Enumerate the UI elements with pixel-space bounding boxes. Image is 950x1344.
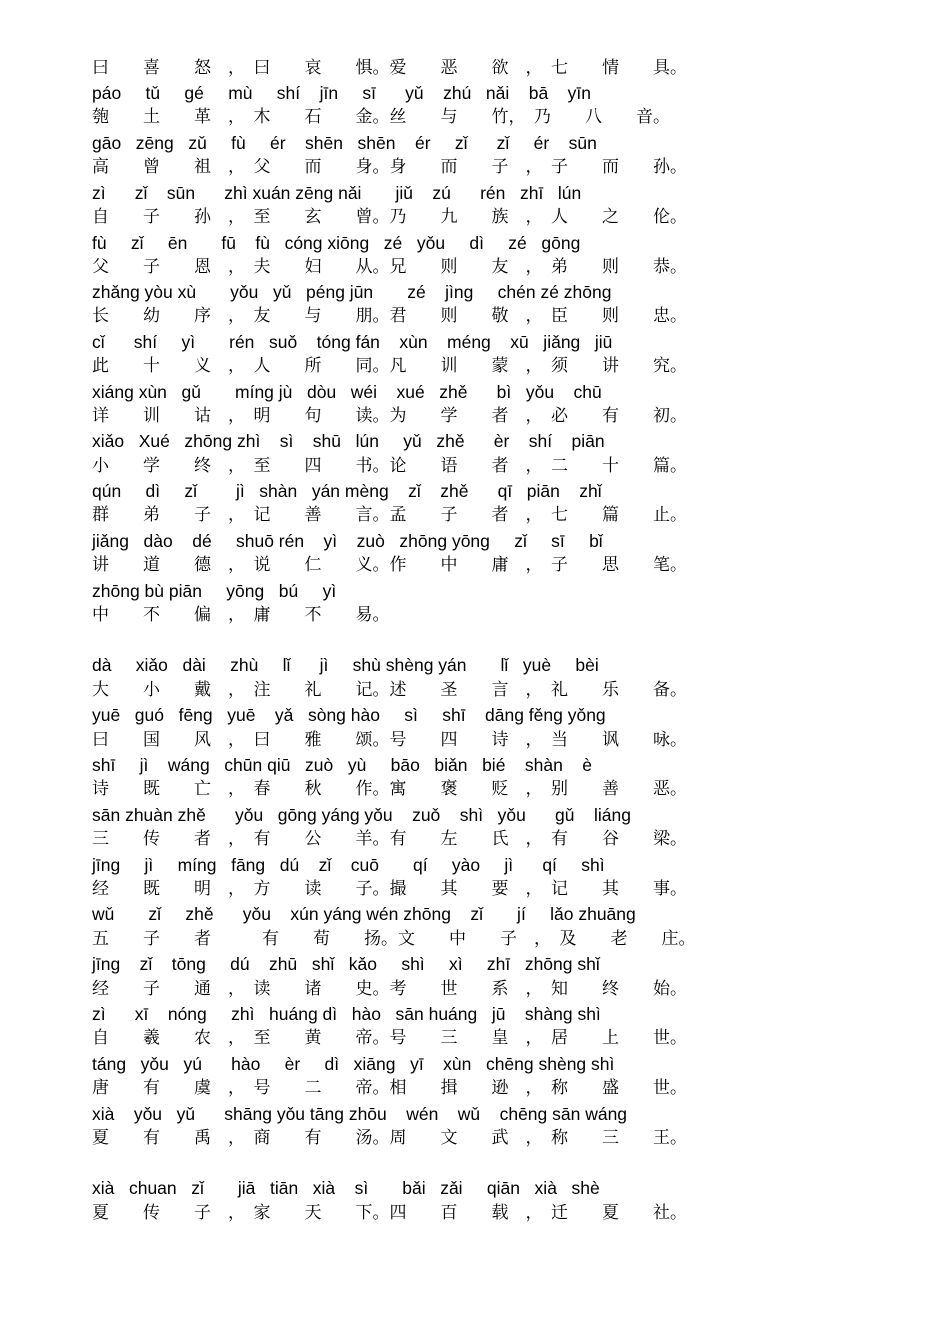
hanzi-line: 此 十 义 ， 人 所 同。凡 训 蒙 ， 须 讲 究。 [92, 356, 687, 376]
hanzi-line: 五 子 者 有 荀 扬。文 中 子 ， 及 老 庄。 [92, 929, 696, 949]
pinyin-line: shī jì wáng chūn qiū zuò yù bāo biǎn bié shàn è [92, 755, 593, 775]
pinyin-line: zhǎng yòu xù yǒu yǔ péng jūn zé jìng chén zé zhōng [92, 282, 612, 302]
hanzi-line: 曰 国 风 ， 曰 雅 颂。号 四 诗 ， 当 讽 咏。 [92, 730, 687, 750]
hanzi-line: 高 曾 祖 ， 父 而 身。身 而 子 ， 子 而 孙。 [92, 157, 687, 177]
pinyin-line: xiáng xùn gǔ míng jù dòu wéi xué zhě bì yǒu chū [92, 382, 602, 402]
pinyin-line: yuē guó fēng yuē yǎ sòng hào sì shī dāng fěng yǒng [92, 705, 606, 725]
pinyin-line: jiǎng dào dé shuō rén yì zuò zhōng yōng zǐ sī bǐ [92, 531, 603, 551]
hanzi-line: 匏 土 革 ， 木 石 金。丝 与 竹， 乃 八 音。 [92, 107, 670, 127]
hanzi-line: 夏 有 禹 ， 商 有 汤。周 文 武 ， 称 三 王。 [92, 1128, 687, 1148]
pinyin-line: xiǎo Xué zhōng zhì sì shū lún yǔ zhě èr shí piān [92, 431, 605, 451]
pinyin-line: fù zǐ ēn fū fù cóng xiōng zé yǒu dì zé gōng [92, 233, 581, 253]
hanzi-line: 经 既 明 ， 方 读 子。撮 其 要 ， 记 其 事。 [92, 879, 687, 899]
pinyin-line: páo tǔ gé mù shí jīn sī yǔ zhú nǎi bā yīn [92, 83, 591, 103]
pinyin-line: táng yǒu yú hào èr dì xiāng yī xùn chēng shèng shì [92, 1054, 615, 1074]
hanzi-line: 夏 传 子 ， 家 天 下。四 百 载 ， 迁 夏 社。 [92, 1203, 687, 1223]
pinyin-line: cǐ shí yì rén suǒ tóng fán xùn méng xū jiǎng jiū [92, 332, 613, 352]
hanzi-line: 父 子 恩 ， 夫 妇 从。兄 则 友 ， 弟 则 恭。 [92, 257, 687, 277]
pinyin-line: zhōng bù piān yōng bú yì [92, 581, 337, 601]
pinyin-line: zì xī nóng zhì huáng dì hào sān huáng jū shàng shì [92, 1004, 601, 1024]
pinyin-line: jīng jì míng fāng dú zǐ cuō qí yào jì qí shì [92, 855, 605, 875]
pinyin-line: xià yǒu yǔ shāng yǒu tāng zhōu wén wǔ chēng sān wáng [92, 1104, 628, 1124]
hanzi-line: 讲 道 德 ， 说 仁 义。作 中 庸 ， 子 思 笔。 [92, 555, 687, 575]
hanzi-line: 长 幼 序 ， 友 与 朋。君 则 敬 ， 臣 则 忠。 [92, 306, 687, 326]
pinyin-line: gāo zēng zǔ fù ér shēn shēn ér zǐ zǐ ér sūn [92, 133, 597, 153]
hanzi-line: 详 训 诂 ， 明 句 读。为 学 者 ， 必 有 初。 [92, 406, 687, 426]
pinyin-line: sān zhuàn zhě yǒu gōng yáng yǒu zuǒ shì yǒu gǔ liáng [92, 805, 631, 825]
hanzi-line: 中 不 偏 ， 庸 不 易。 [92, 605, 390, 625]
hanzi-line: 三 传 者 ， 有 公 羊。有 左 氏 ， 有 谷 梁。 [92, 829, 687, 849]
hanzi-line: 曰 喜 怒 ， 曰 哀 惧。爱 恶 欲 ， 七 情 具。 [92, 58, 687, 78]
hanzi-line: 自 子 孙 ， 至 玄 曾。乃 九 族 ， 人 之 伦。 [92, 207, 687, 227]
pinyin-line: zì zǐ sūn zhì xuán zēng nǎi jiǔ zú rén zhī lún [92, 183, 582, 203]
hanzi-line: 自 羲 农 ， 至 黄 帝。号 三 皇 ， 居 上 世。 [92, 1028, 687, 1048]
pinyin-line: xià chuan zǐ jiā tiān xià sì bǎi zǎi qiān xià shè [92, 1178, 600, 1198]
hanzi-line: 群 弟 子 ， 记 善 言。孟 子 者 ， 七 篇 止。 [92, 505, 687, 525]
hanzi-line: 诗 既 亡 ， 春 秋 作。寓 褒 贬 ， 别 善 恶。 [92, 779, 687, 799]
hanzi-line: 小 学 终 ， 至 四 书。论 语 者 ， 二 十 篇。 [92, 456, 687, 476]
pinyin-line: jīng zǐ tōng dú zhū shǐ kǎo shì xì zhī zhōng shǐ [92, 954, 600, 974]
pinyin-line: qún dì zǐ jì shàn yán mèng zǐ zhě qī piān zhǐ [92, 481, 602, 501]
pinyin-line: wǔ zǐ zhě yǒu xún yáng wén zhōng zǐ jí lǎo zhuāng [92, 904, 636, 924]
hanzi-line: 大 小 戴 ， 注 礼 记。述 圣 言 ， 礼 乐 备。 [92, 680, 687, 700]
hanzi-line: 经 子 通 ， 读 诸 史。考 世 系 ， 知 终 始。 [92, 979, 687, 999]
hanzi-line: 唐 有 虞 ， 号 二 帝。相 揖 逊 ， 称 盛 世。 [92, 1078, 687, 1098]
pinyin-line: dà xiǎo dài zhù lǐ jì shù shèng yán lǐ yuè bèi [92, 655, 599, 675]
